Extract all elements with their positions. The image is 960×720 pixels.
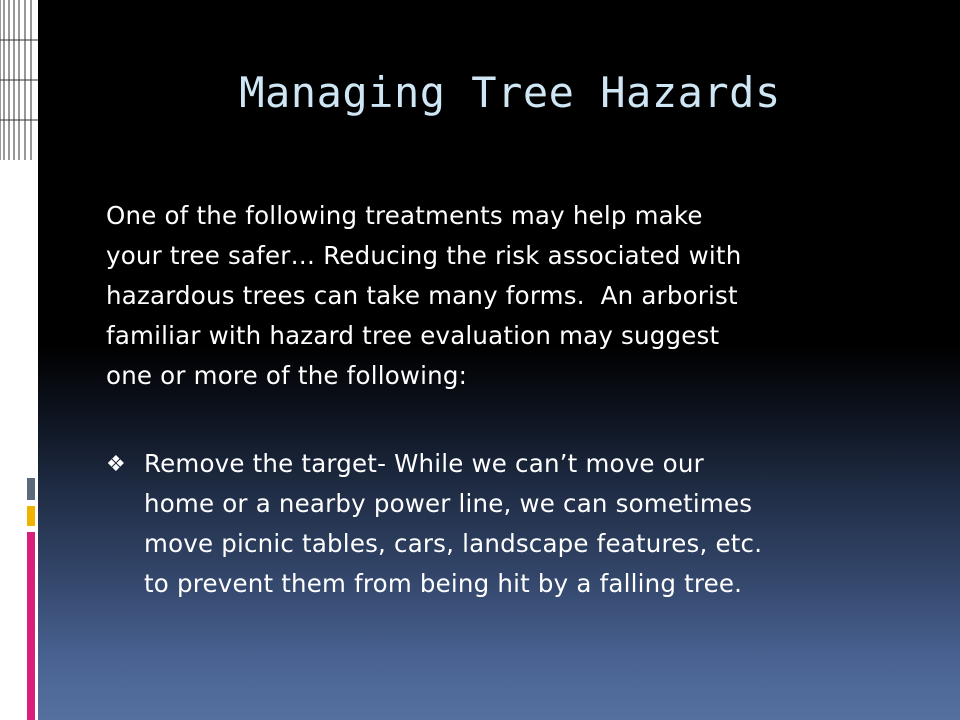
intro-line: hazardous trees can take many forms. An arborist [106,281,738,310]
intro-line: One of the following treatments may help make [106,201,703,230]
bullet-line: Remove the target- While we can’t move our [144,449,704,478]
intro-paragraph [106,196,886,396]
intro-line: your tree safer… Reducing the risk associated with [106,241,742,270]
bullet-line: move picnic tables, cars, landscape features, etc. [144,529,763,558]
accent-bar-gray [27,478,35,500]
slide-title: Managing Tree Hazards [239,68,781,117]
intro-line: one or more of the following: [106,361,468,390]
intro-line: familiar with hazard tree evaluation may suggest [106,321,720,350]
bullet-line: home or a nearby power line, we can sometimes [144,489,753,518]
accent-bar-pink [27,532,35,720]
accent-bar-yellow [27,506,35,526]
diamond-bullet-icon: ❖ [106,452,126,477]
decorative-grid-lines [0,0,38,160]
bullet-line: to prevent them from being hit by a falling tree. [144,569,743,598]
bullet-text [144,444,894,604]
